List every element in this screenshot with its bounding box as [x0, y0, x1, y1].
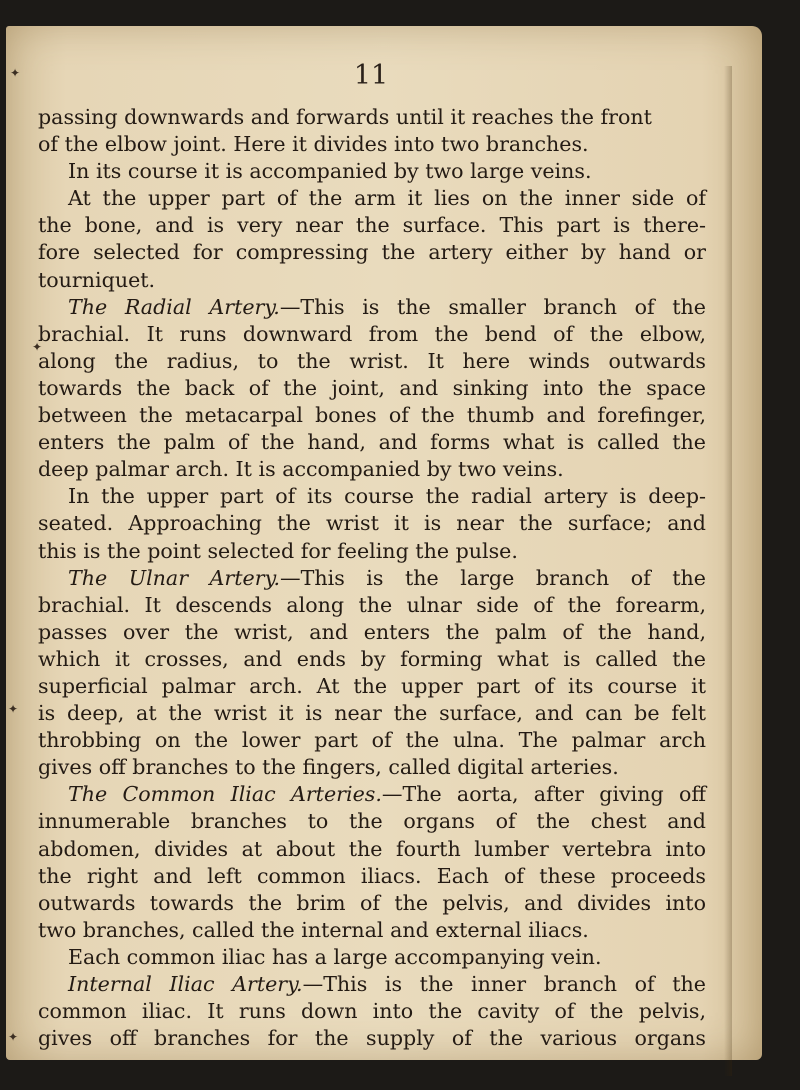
text-line: which it crosses, and ends by forming what is called the — [38, 646, 706, 671]
text-line: this is the point selected for feeling the pulse. — [38, 538, 518, 563]
text-line: innumerable branches to the organs of the chest and — [38, 809, 706, 834]
book-page — [6, 26, 762, 1060]
text-line: seated. Approaching the wrist it is near the surface; and — [38, 511, 706, 536]
text-line: Each common iliac has a large accompanying vein. — [68, 944, 602, 969]
text-line: outwards towards the brim of the pelvis, and divides into — [38, 890, 706, 915]
text-line: abdomen, divides at about the fourth lumber vertebra into — [38, 836, 706, 861]
text-line: the right and left common iliacs. Each of these proceeds — [38, 863, 706, 888]
text-run: —This is the inner branch of the — [302, 972, 706, 996]
text-run: —This is the smaller branch of the — [279, 294, 706, 319]
text-line: fore selected for compressing the artery either by hand or — [38, 240, 706, 265]
text-line: brachial. It descends along the ulnar side of the forearm, — [38, 592, 706, 617]
section-heading-line — [38, 565, 706, 592]
section-heading: The Common Iliac Arteries. — [68, 782, 382, 807]
text-line: is deep, at the wrist it is near the surface, and can be felt — [38, 701, 706, 726]
text-line: towards the back of the joint, and sinking into the space — [38, 375, 706, 400]
text-line: gives off branches for the supply of the various organs — [38, 1026, 706, 1051]
text-line: At the upper part of the arm it lies on the inner side of — [68, 186, 706, 211]
text-line: between the metacarpal bones of the thumb and forefinger, — [38, 403, 706, 428]
text-line: of the elbow joint. Here it divides into two branches. — [38, 132, 589, 157]
section-heading-line — [38, 781, 706, 808]
page-number: 11 — [353, 60, 389, 91]
text-line: gives off branches to the fingers, called digital arteries. — [38, 755, 619, 780]
section-heading: The Radial Artery. — [68, 294, 280, 319]
ink-speck-icon: ✦ — [32, 340, 43, 354]
text-line: tourniquet. — [38, 267, 156, 292]
text-line: two branches, called the internal and external iliacs. — [38, 917, 589, 942]
text-line: common iliac. It runs down into the cavity of the pelvis, — [38, 999, 706, 1024]
text-line: In its course it is accompanied by two large veins. — [68, 159, 592, 184]
ink-speck-icon: ✦ — [8, 1030, 19, 1044]
text-line: the bone, and is very near the surface. This part is there- — [38, 213, 706, 238]
text-line: superficial palmar arch. At the upper part of its course it — [38, 673, 706, 698]
text-line: In the upper part of its course the radial artery is deep- — [68, 484, 706, 509]
section-heading-line — [38, 294, 706, 321]
text-run: —This is the large branch of the — [280, 565, 706, 590]
section-heading-line — [38, 971, 706, 998]
text-line: enters the palm of the hand, and forms what is called the — [38, 430, 706, 455]
body-text — [38, 104, 706, 1052]
page-edge-shadow — [724, 66, 732, 1076]
text-line: passes over the wrist, and enters the palm of the hand, — [38, 619, 706, 644]
text-line: throbbing on the lower part of the ulna. The palmar arch — [38, 728, 706, 753]
section-heading: The Ulnar Artery. — [68, 565, 281, 590]
text-line: brachial. It runs downward from the bend of the elbow, — [38, 321, 706, 346]
ink-speck-icon: ✦ — [10, 66, 21, 80]
text-line: passing downwards and forwards until it reaches the front — [38, 105, 652, 129]
text-run: —The aorta, after giving off — [381, 782, 706, 807]
ink-speck-icon: ✦ — [8, 702, 19, 716]
section-heading: Internal Iliac Artery. — [68, 972, 303, 996]
text-line: deep palmar arch. It is accompanied by two veins. — [38, 457, 564, 482]
text-line: along the radius, to the wrist. It here winds outwards — [38, 348, 706, 373]
